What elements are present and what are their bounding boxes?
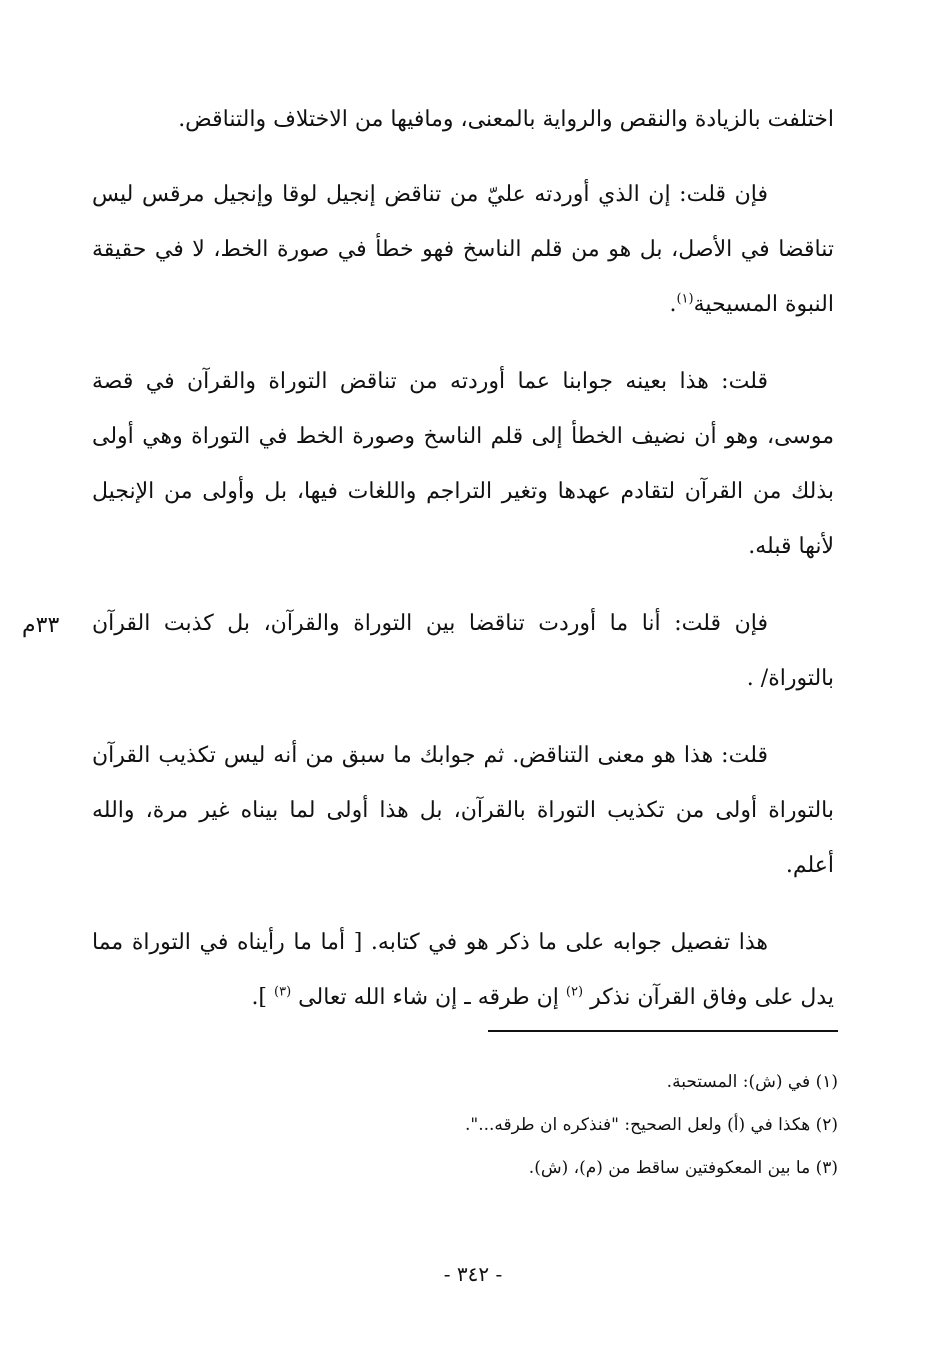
paragraph-4-text: فإن قلت: أنا ما أوردت تناقضا بين التوراة والقرآن، بل كذبت القرآن بالتوراة/ . — [92, 611, 834, 691]
main-text — [92, 92, 834, 1047]
footnote-3: (٣) ما بين المعكوفتين ساقط من (م)، (ش). — [528, 1158, 838, 1178]
paragraph-1 — [92, 92, 834, 147]
footnote-marker-3: (٣) — [274, 984, 292, 1000]
paragraph-6 — [92, 915, 834, 1025]
paragraph-5 — [92, 728, 834, 893]
paragraph-2-text: فإن قلت: إن الذي أوردته عليّ من تناقض إنجيل لوقا وإنجيل مرقس ليس تناقضا في الأصل، بل هو من قلم الناسخ فهو خطأ في صورة الخط، لا في حقيقة النبوة المسيحية — [92, 182, 834, 317]
paragraph-3-text: قلت: هذا بعينه جوابنا عما أوردته من تناقض التوراة والقرآن في قصة موسى، وهو أن نضيف الخطأ إلى قلم الناسخ وصورة الخط في التوراة وهي أولى بذلك من القرآن لتقادم عهدها وتغير التراجم واللغات فيها، بل وأولى من الإنجيل لأنها قبله. — [92, 369, 834, 559]
margin-manuscript-note: ٣٣م — [22, 613, 60, 638]
paragraph-5-text: قلت: هذا هو معنى التناقض. ثم جوابك ما سبق من أنه ليس تكذيب القرآن بالتوراة أولى من تكذيب التوراة بالقرآن، بل هذا أولى لما بيناه غير مرة، والله أعلم. — [92, 743, 834, 878]
paragraph-2 — [92, 167, 834, 332]
paragraph-3 — [92, 354, 834, 574]
paragraph-6-end: ]. — [251, 985, 268, 1010]
footnote-divider — [488, 1030, 838, 1032]
paragraph-6-middle: إن طرقه ـ إن شاء الله تعالى — [298, 985, 559, 1010]
footnote-marker-2: (٢) — [565, 984, 584, 1000]
footnotes — [200, 1061, 838, 1190]
page-number: - ٣٤٢ - — [443, 1262, 503, 1286]
paragraph-4 — [92, 596, 834, 706]
footnote-2: (٢) هكذا في (أ) ولعل الصحيح: "فنذكره ان طرقه...". — [464, 1115, 838, 1135]
footnote-marker-1: (١) — [676, 291, 694, 307]
footnote-1: (١) في (ش): المستحبة. — [666, 1072, 838, 1092]
paragraph-1-text: اختلفت بالزيادة والنقص والرواية بالمعنى، ومافيها من الاختلاف والتناقض. — [178, 107, 834, 132]
paragraph-2-end: . — [669, 292, 677, 317]
paragraph-6-text: هذا تفصيل جوابه على ما ذكر هو في كتابه. [ أما ما رأيناه في التوراة مما يدل على وفاق القرآن نذكر — [92, 930, 834, 1010]
